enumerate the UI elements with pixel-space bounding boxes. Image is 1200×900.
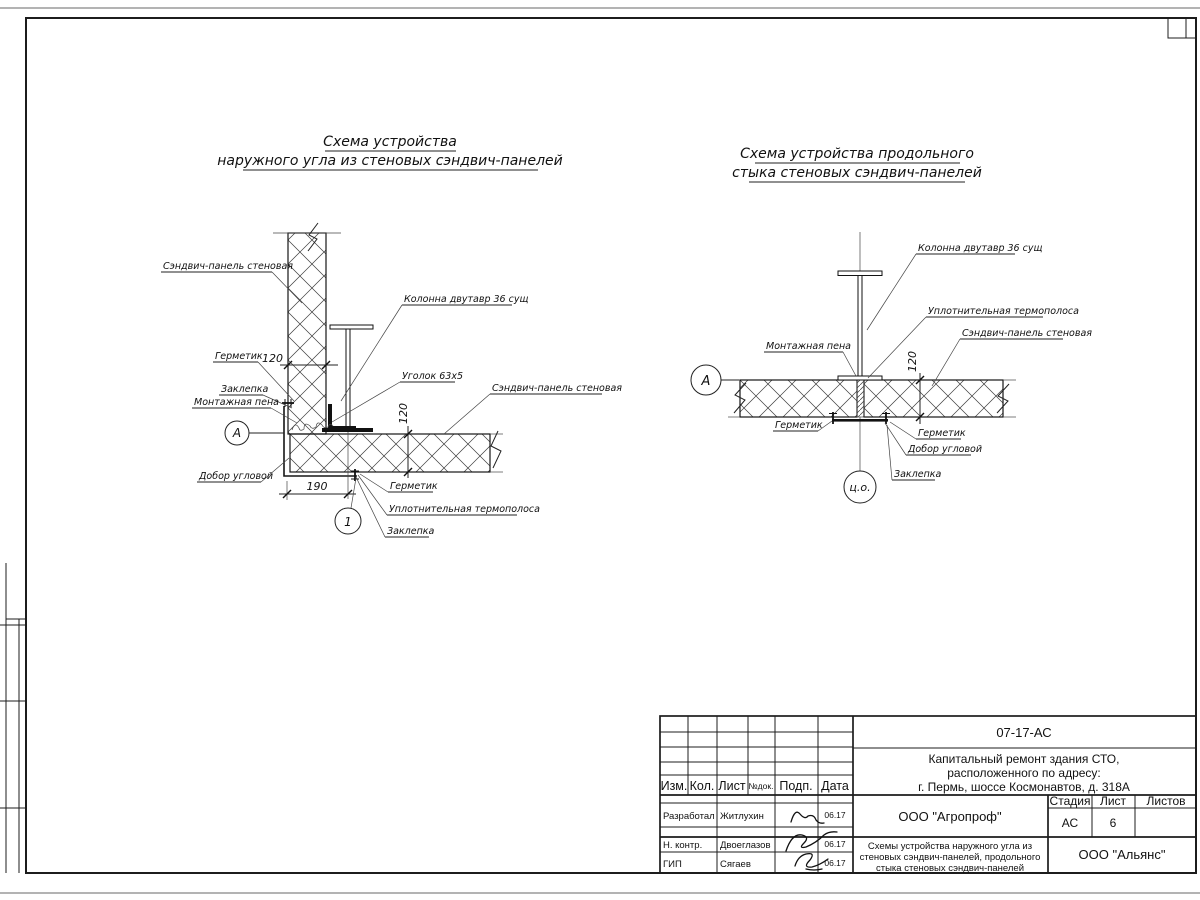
wall-panel-right <box>864 380 1016 417</box>
project-name-line2: расположенного по адресу: <box>947 766 1101 780</box>
svg-text:ц.о.: ц.о. <box>849 481 871 494</box>
org-designer: ООО "Агропроф" <box>898 809 1002 824</box>
doc-title-line2: стеновых сэндвич-панелей, продольного <box>859 852 1041 863</box>
dim-value: 190 <box>306 480 328 493</box>
label-column: Колонна двутавр 36 сущ <box>918 243 1043 254</box>
label-corner-trim: Добор угловой <box>908 444 983 455</box>
wall-panel-horizontal <box>290 431 503 472</box>
col-izm: Изм. <box>660 779 688 793</box>
project-name-line3: г. Пермь, шоссе Космонавтов, д. 318А <box>918 780 1130 794</box>
label-thermo-strip: Уплотнительная термополоса <box>389 504 540 515</box>
signature-razrabotal <box>791 812 824 823</box>
label-rivet-bottom: Заклепка <box>387 526 435 537</box>
angle-profile <box>328 404 356 430</box>
col-data: Дата <box>821 779 849 793</box>
sheet-value: 6 <box>1109 816 1117 830</box>
doc-title-line3: стыка стеновых сэндвич-панелей <box>875 863 1025 874</box>
label-sandwich-panel: Сэндвич-панель стеновая <box>163 261 293 272</box>
left-scheme <box>161 134 622 537</box>
label-thermo-strip: Уплотнительная термополоса <box>928 306 1079 317</box>
project-name-line1: Капитальный ремонт здания СТО, <box>928 752 1120 766</box>
right-scheme-title-line2: стыка стеновых сэндвич-панелей <box>732 165 982 181</box>
row-date: 06.17 <box>824 858 846 868</box>
row-role: Н. контр. <box>663 840 703 851</box>
label-foam: Монтажная пена <box>194 397 279 408</box>
joint-thermo-strip <box>857 380 864 417</box>
sheet-label: Лист <box>1099 794 1127 808</box>
label-column: Колонна двутавр 36 сущ <box>404 294 529 305</box>
stage-label: Стадия <box>1049 794 1091 808</box>
col-list: Лист <box>718 779 746 793</box>
label-sealant: Герметик <box>215 351 263 362</box>
doc-title-line1: Схемы устройства наружного угла из <box>867 841 1033 852</box>
left-border-table <box>0 563 26 873</box>
label-sealant-bottom: Герметик <box>390 481 438 492</box>
svg-text:А: А <box>701 374 711 389</box>
label-rivet: Заклепка <box>221 384 269 395</box>
label-angle: Уголок 63х5 <box>402 371 463 382</box>
row-name: Двоеглазов <box>720 840 771 851</box>
right-scheme <box>691 146 1092 503</box>
signature-gip <box>795 854 828 870</box>
label-rivet: Заклепка <box>894 469 942 480</box>
svg-text:1: 1 <box>344 515 352 529</box>
sheets-label: Листов <box>1146 794 1186 808</box>
row-date: 06.17 <box>824 810 846 820</box>
dim-value: 120 <box>262 352 283 365</box>
org-client: ООО "Альянс" <box>1078 847 1166 862</box>
rivet-symbol-joint-right <box>882 412 890 424</box>
joint-cover-strip <box>832 419 888 422</box>
right-callouts <box>764 243 1092 480</box>
row-role: ГИП <box>663 859 682 870</box>
corner-stamp-box <box>1168 18 1196 38</box>
col-podp: Подп. <box>779 779 813 793</box>
left-callouts <box>161 261 622 537</box>
label-foam: Монтажная пена <box>766 341 851 352</box>
row-role: Разработал <box>663 811 715 822</box>
row-date: 06.17 <box>824 839 846 849</box>
right-scheme-title-line1: Схема устройства продольного <box>740 146 974 162</box>
col-ndok: №док. <box>748 781 774 791</box>
axis-marker-a <box>225 421 284 445</box>
axis-marker-a-right <box>691 365 739 395</box>
label-sandwich-panel-2: Сэндвич-панель стеновая <box>492 383 622 394</box>
left-scheme-title-line1: Схема устройства <box>323 134 457 150</box>
dim-value: 120 <box>397 403 410 424</box>
rivet-symbol-bottom <box>351 469 359 481</box>
label-corner-trim: Добор угловой <box>199 471 274 482</box>
label-sealant-left: Герметик <box>775 420 823 431</box>
label-sandwich-panel: Сэндвич-панель стеновая <box>962 328 1092 339</box>
left-scheme-title-line2: наружного угла из стеновых сэндвич-панелей <box>217 153 563 169</box>
stage-value: АС <box>1061 816 1079 830</box>
doc-code: 07-17-АС <box>996 725 1052 740</box>
svg-text:А: А <box>232 426 242 440</box>
center-axis-marker <box>844 471 876 503</box>
wall-panel-left <box>728 380 857 417</box>
dim-corner-offset <box>279 480 356 500</box>
label-sealant-right: Герметик <box>918 428 966 439</box>
dim-value: 120 <box>906 351 919 372</box>
title-block <box>660 716 1196 874</box>
col-kol: Кол. <box>689 779 715 793</box>
row-name: Житлухин <box>720 811 764 822</box>
row-name: Сягаев <box>720 859 751 870</box>
